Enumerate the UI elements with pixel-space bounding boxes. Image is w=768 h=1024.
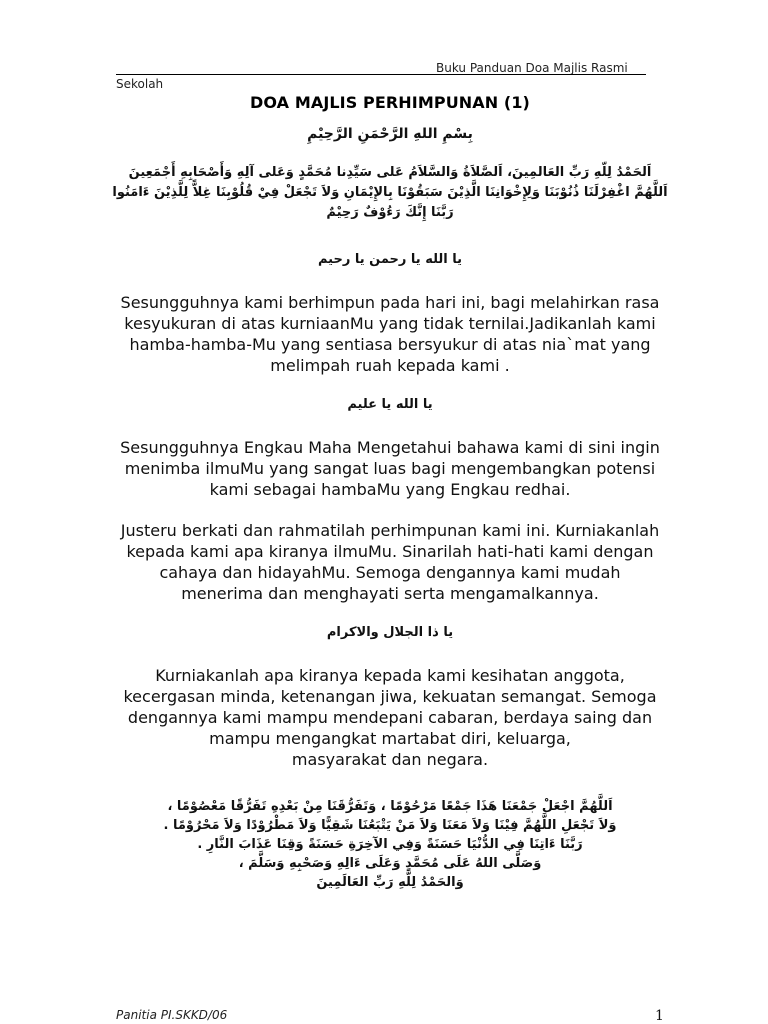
closing-prayer-line: اَللَّهُمَّ اجْعَلْ جَمْعَنَا هَذَا جَمْعًا مَرْحُوْمًا ، وَتَفَرُّقَنَا مِنْ بَعْدِهِ تَفَرُّقًا مَعْصُوْمًا ، — [167, 799, 613, 814]
paragraph-line: Sesungguhnya Engkau Maha Mengetahui bahawa kami di sini ingin — [120, 438, 660, 457]
closing-prayer-line: وَالحَمْدُ لِلَّهِ رَبِّ العَالَمِينَ — [316, 875, 464, 890]
paragraph-line: Justeru berkati dan rahmatilah perhimpunan kami ini. Kurniakanlah — [120, 521, 660, 540]
closing-prayer — [110, 797, 670, 892]
paragraph-line: melimpah ruah kepada kami . — [270, 356, 510, 375]
opening-prayer — [110, 163, 670, 223]
paragraph-line: kecergasan minda, ketenangan jiwa, kekuatan semangat. Semoga — [123, 687, 657, 706]
paragraph — [100, 520, 680, 604]
invocation-heading: يا الله يا رحمن يا رحيم — [317, 252, 463, 267]
running-header-title-cont: Sekolah — [116, 77, 164, 91]
invocation-heading: يا الله يا عليم — [347, 397, 433, 412]
paragraph-line: dengannya kami mampu mendepani cabaran, berdaya saing dan — [127, 708, 653, 727]
document-title: DOA MAJLIS PERHIMPUNAN (1) — [250, 93, 530, 112]
page-number: 1 — [655, 1008, 664, 1024]
opening-prayer-line: اَلحَمْدُ لِلّهِ رَبِّ العَالمِينَ، اَلصَّلاَةُ وَالسَّلاَمُ عَلى سَيِّدِنا مُحَمَّدٍ وَعَلى آلِهِ وَأَصْحَابِهِ أَجْمَعِينَ — [128, 165, 652, 180]
paragraph-line: menerima dan menghayati serta mengamalkannya. — [181, 584, 599, 603]
opening-prayer-line: اَللَّهُمَّ اغْفِرْلَنَا ذُنُوْبَنَا وَلِإِخْوَانِنَا الَّذِيْنَ سَبَقُوْنَا بِالإِيْمَانِ وَلاَ تَجْعَلْ فِيْ قُلُوْبِنَا غِلاًّ لِلَّذِيْنَ ءَامَنُوا — [112, 185, 668, 200]
invocation-heading: يا ذا الجلال والاكرام — [326, 625, 454, 640]
paragraph-line: menimba ilmuMu yang sangat luas bagi mengembangkan potensi — [124, 459, 656, 478]
paragraph-line: cahaya dan hidayahMu. Semoga dengannya kami mudah — [159, 563, 621, 582]
paragraph-line: mampu mengangkat martabat diri, keluarga, — [209, 729, 571, 748]
running-header-title: Buku Panduan Doa Majlis Rasmi — [436, 61, 628, 75]
header-rule — [116, 74, 646, 75]
paragraph-line: kami sebagai hambaMu yang Engkau redhai. — [209, 480, 571, 499]
paragraph-line: Sesungguhnya kami berhimpun pada hari ini, bagi melahirkan rasa — [120, 293, 660, 312]
paragraph — [100, 665, 680, 770]
paragraph — [100, 437, 680, 500]
paragraph-line: masyarakat dan negara. — [291, 750, 489, 769]
closing-prayer-line: وَلاَ تَجْعَلِ اللَّهُمَّ فِيْنَا وَلاَ مَعَنَا وَلاَ مَنْ يَتْبَعُنَا شَقِيًّا وَلاَ مَطْرُوْدًا وَلاَ مَحْرُوْمًا . — [163, 818, 617, 833]
closing-prayer-line: رَبَّنَا ءَاتِنَا فِي الدُّنْيَا حَسَنَةً وَفِي الآخِرَةِ حَسَنَةً وَقِنَا عَذَابَ النَّارِ . — [197, 837, 583, 852]
paragraph-line: kepada kami apa kiranya ilmuMu. Sinarilah hati-hati kami dengan — [126, 542, 654, 561]
basmala: بِسْمِ اللهِ الرَّحْمَنِ الرَّحِيْمِ — [307, 126, 473, 142]
paragraph-line: kesyukuran di atas kurniaanMu yang tidak ternilai.Jadikanlah kami — [124, 314, 656, 333]
opening-prayer-line: رَبَّنَا إِنَّكَ رَءُوْفٌ رَحِيْمٌ — [326, 205, 454, 220]
paragraph-line: Kurniakanlah apa kiranya kepada kami kesihatan anggota, — [155, 666, 625, 685]
footer-committee: Panitia PI.SKKD/06 — [116, 1008, 228, 1022]
paragraph-line: hamba-hamba-Mu yang sentiasa bersyukur di atas nia`mat yang — [129, 335, 651, 354]
paragraph — [100, 292, 680, 376]
closing-prayer-line: وَصَلَّى اللهُ عَلَى مُحَمَّدٍ وَعَلَى ءَالِهِ وَصَحْبِهِ وَسَلَّمَ ، — [238, 856, 542, 871]
